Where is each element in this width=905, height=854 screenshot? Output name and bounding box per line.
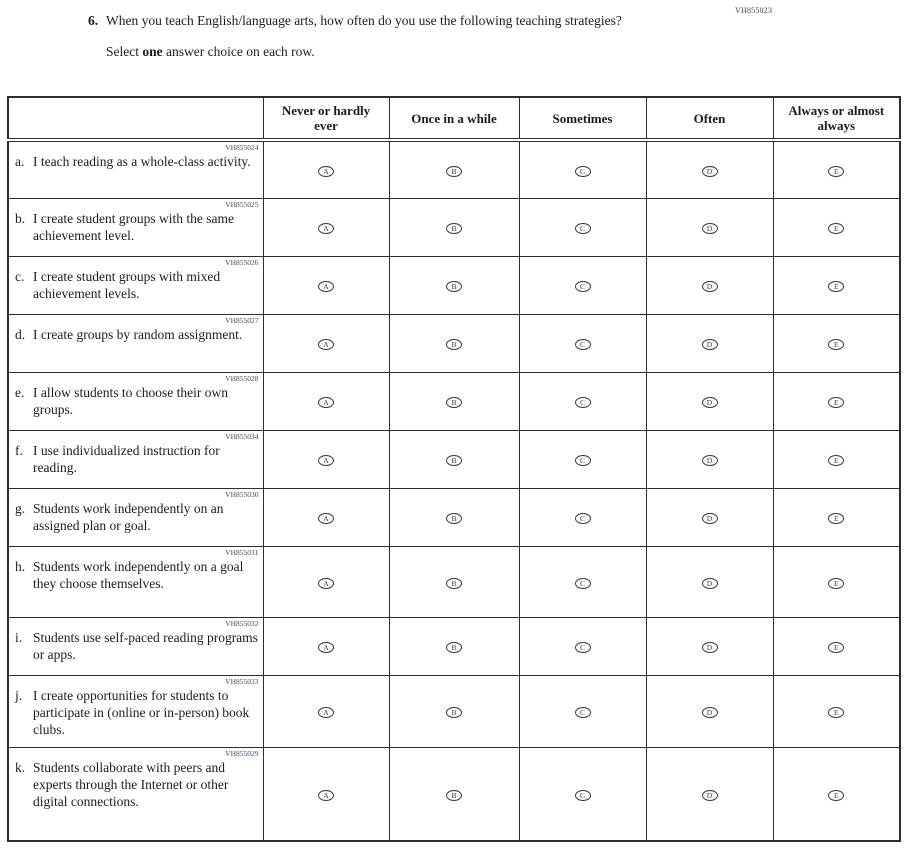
option-bubble-d[interactable]: D: [702, 790, 718, 801]
row-statement: I use individualized instruction for reading.: [33, 442, 220, 475]
table-row-f: [8, 430, 900, 488]
question-text: When you teach English/language arts, how often do you use the following teaching strategies?: [106, 13, 622, 28]
option-bubble-d[interactable]: D: [702, 339, 718, 350]
option-bubble-d[interactable]: D: [702, 707, 718, 718]
option-bubble-b[interactable]: B: [446, 790, 462, 801]
option-bubble-d[interactable]: D: [702, 513, 718, 524]
option-bubble-a[interactable]: A: [318, 339, 334, 350]
option-bubble-b[interactable]: B: [446, 223, 462, 234]
question-instruction: [106, 43, 698, 61]
row-item-code: VH855033: [225, 676, 259, 686]
option-bubble-d[interactable]: D: [702, 642, 718, 653]
row-letter: e.: [15, 384, 25, 400]
option-bubble-e[interactable]: E: [828, 790, 844, 801]
row-item-code: VH855028: [225, 373, 259, 383]
row-letter: c.: [15, 268, 25, 284]
option-bubble-e[interactable]: E: [828, 642, 844, 653]
row-item-code: VH855031: [225, 547, 259, 557]
table-row-h: [8, 546, 900, 617]
option-bubble-e[interactable]: E: [828, 513, 844, 524]
option-bubble-b[interactable]: B: [446, 397, 462, 408]
column-header-once-in-a-while: Once in a while: [389, 97, 519, 140]
row-letter: g.: [15, 500, 26, 516]
option-bubble-e[interactable]: E: [828, 707, 844, 718]
option-bubble-d[interactable]: D: [702, 397, 718, 408]
table-row-g: [8, 488, 900, 546]
option-bubble-e[interactable]: E: [828, 397, 844, 408]
option-bubble-b[interactable]: B: [446, 281, 462, 292]
option-bubble-b[interactable]: B: [446, 707, 462, 718]
column-header-sometimes: Sometimes: [519, 97, 646, 140]
row-item-code: VH855024: [225, 143, 259, 152]
table-row-c: [8, 256, 900, 314]
option-bubble-b[interactable]: B: [446, 166, 462, 177]
option-bubble-d[interactable]: D: [702, 455, 718, 466]
option-bubble-b[interactable]: B: [446, 455, 462, 466]
answer-matrix-table: [7, 96, 901, 842]
option-bubble-a[interactable]: A: [318, 397, 334, 408]
option-bubble-c[interactable]: C: [575, 281, 591, 292]
option-bubble-c[interactable]: C: [575, 513, 591, 524]
instruction-bold: one: [142, 44, 163, 59]
row-statement: I teach reading as a whole-class activity.: [33, 154, 251, 169]
question-number: 6.: [88, 13, 99, 28]
header-row: [8, 97, 900, 140]
table-row-j: [8, 675, 900, 747]
column-header-always: Always or almost always: [773, 97, 900, 140]
row-item-code: VH855029: [225, 748, 259, 758]
row-letter: i.: [15, 629, 23, 645]
row-letter: d.: [15, 326, 26, 342]
option-bubble-d[interactable]: D: [702, 281, 718, 292]
option-bubble-e[interactable]: E: [828, 339, 844, 350]
option-bubble-e[interactable]: E: [828, 166, 844, 177]
row-letter: k.: [15, 759, 26, 775]
row-item-code: VH855034: [225, 431, 259, 441]
stem-column-header: [8, 97, 263, 140]
row-item-code: VH855025: [225, 199, 259, 209]
row-item-code: VH855027: [225, 315, 259, 325]
option-bubble-c[interactable]: C: [575, 790, 591, 801]
option-bubble-a[interactable]: A: [318, 790, 334, 801]
table-row-i: [8, 617, 900, 675]
option-bubble-e[interactable]: E: [828, 281, 844, 292]
option-bubble-a[interactable]: A: [318, 166, 334, 177]
option-bubble-a[interactable]: A: [318, 578, 334, 589]
row-letter: b.: [15, 210, 26, 226]
row-item-code: VH855030: [225, 489, 259, 499]
column-header-never: Never or hardly ever: [263, 97, 389, 140]
row-statement: Students use self-paced reading programs or apps.: [33, 629, 258, 662]
row-item-code: VH855032: [225, 618, 259, 628]
table-row-b: [8, 198, 900, 256]
row-letter: j.: [15, 687, 23, 703]
option-bubble-c[interactable]: C: [575, 166, 591, 177]
instruction-suffix: answer choice on each row.: [162, 44, 315, 59]
row-statement: Students work independently on an assigned plan or goal.: [33, 500, 224, 533]
option-bubble-d[interactable]: D: [702, 166, 718, 177]
option-bubble-c[interactable]: C: [575, 578, 591, 589]
option-bubble-e[interactable]: E: [828, 223, 844, 234]
option-bubble-a[interactable]: A: [318, 707, 334, 718]
instruction-prefix: Select: [106, 44, 143, 59]
question-block: [88, 12, 698, 61]
table-row-d: [8, 314, 900, 372]
option-bubble-e[interactable]: E: [828, 455, 844, 466]
table-row-k: [8, 747, 900, 841]
item-code: VH855023: [735, 6, 773, 15]
row-statement: Students work independently on a goal they choose themselves.: [33, 558, 244, 591]
row-statement: I create groups by random assignment.: [33, 326, 243, 342]
table-row-e: [8, 372, 900, 430]
option-bubble-a[interactable]: A: [318, 281, 334, 292]
row-letter: f.: [15, 442, 23, 458]
option-bubble-c[interactable]: C: [575, 397, 591, 408]
option-bubble-c[interactable]: C: [575, 707, 591, 718]
row-item-code: VH855026: [225, 257, 259, 267]
option-bubble-c[interactable]: C: [575, 642, 591, 653]
row-statement: Students collaborate with peers and experts through the Internet or other digital connections.: [33, 759, 229, 809]
option-bubble-d[interactable]: D: [702, 223, 718, 234]
row-statement: I allow students to choose their own groups.: [33, 384, 228, 417]
column-header-often: Often: [646, 97, 773, 140]
row-statement: I create opportunities for students to participate in (online or in-person) book clubs.: [33, 687, 250, 737]
table-row-a: [8, 140, 900, 198]
row-statement: I create student groups with the same achievement level.: [33, 210, 234, 243]
option-bubble-b[interactable]: B: [446, 578, 462, 589]
option-bubble-b[interactable]: B: [446, 339, 462, 350]
option-bubble-d[interactable]: D: [702, 578, 718, 589]
option-bubble-a[interactable]: A: [318, 513, 334, 524]
option-bubble-a[interactable]: A: [318, 455, 334, 466]
option-bubble-a[interactable]: A: [318, 642, 334, 653]
row-letter: a.: [15, 154, 25, 169]
option-bubble-c[interactable]: C: [575, 455, 591, 466]
option-bubble-a[interactable]: A: [318, 223, 334, 234]
option-bubble-b[interactable]: B: [446, 642, 462, 653]
row-statement: I create student groups with mixed achievement levels.: [33, 268, 221, 301]
option-bubble-c[interactable]: C: [575, 339, 591, 350]
option-bubble-e[interactable]: E: [828, 578, 844, 589]
option-bubble-c[interactable]: C: [575, 223, 591, 234]
row-letter: h.: [15, 558, 26, 574]
option-bubble-b[interactable]: B: [446, 513, 462, 524]
